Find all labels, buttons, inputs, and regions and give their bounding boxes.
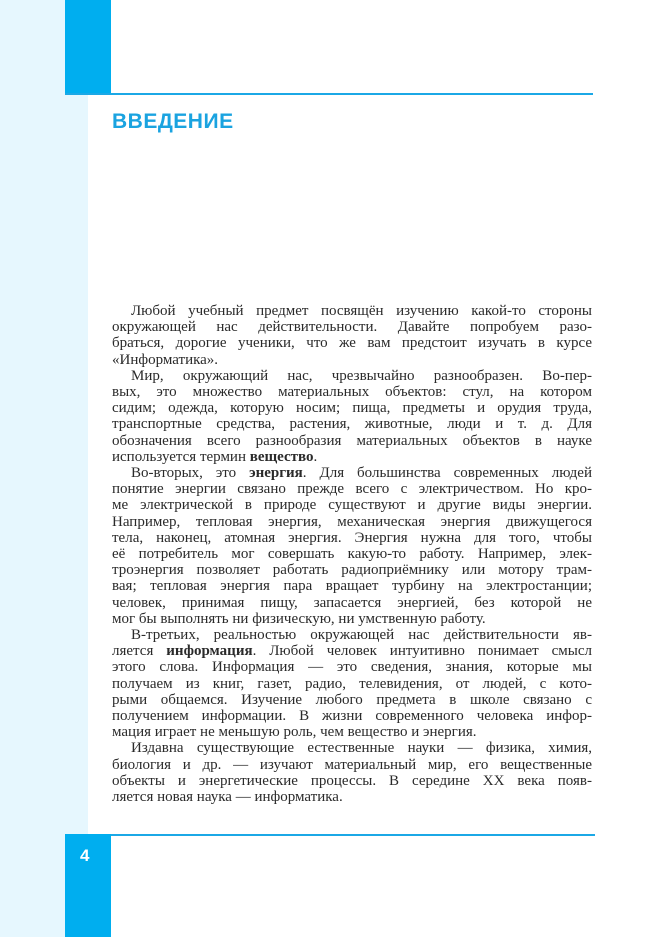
text-segment: В-третьих, реальностью окружающей нас действительности яв-: [131, 627, 592, 644]
text-line: [112, 562, 592, 578]
text-segment: ляется новая наука — информатика.: [112, 789, 343, 806]
text-segment: браться, дорогие ученики, что же вам предстоит изучать в курсе: [112, 335, 592, 352]
text-segment: Мир, окружающий нас, чрезвычайно разнообразен. Во-пер-: [131, 367, 592, 384]
text-line: [112, 659, 592, 675]
paragraph: [112, 368, 592, 465]
text-segment: Например, тепловая энергия, механическая энергия движущегося: [112, 513, 592, 530]
text-segment: человек, принимая пищу, запасается энергией, без которой не: [112, 594, 592, 611]
text-line: [112, 627, 592, 643]
top-rule: [65, 93, 593, 95]
text-segment: «Информатика».: [112, 351, 219, 368]
text-segment: мация играет не меньшую роль, чем вещество и энергия.: [112, 724, 477, 741]
text-line: [112, 757, 592, 773]
text-line: [112, 433, 592, 449]
text-segment: Издавна существующие естественные науки — физика, химия,: [131, 740, 592, 757]
text-segment: ме электрической в природе существуют и другие виды энергии.: [112, 497, 592, 514]
text-segment: .: [313, 448, 318, 465]
bold-term: информация: [166, 643, 253, 660]
text-segment: используется термин: [112, 448, 250, 465]
bold-term: энергия: [249, 465, 303, 482]
text-segment: Во-вторых, это: [131, 465, 250, 482]
text-line: [112, 724, 592, 740]
text-line: [112, 497, 592, 513]
text-segment: её потребитель мог совершать какую-то работу. Например, элек-: [112, 546, 592, 563]
page-title: ВВЕДЕНИЕ: [112, 110, 234, 133]
text-line: [112, 481, 592, 497]
text-segment: Любой учебный предмет посвящён изучению какой-то стороны: [131, 303, 592, 319]
text-segment: мог бы выполнять ни физическую, ни умственную работу.: [112, 610, 486, 627]
text-segment: окружающей нас действительности. Давайте попробуем разо-: [112, 319, 592, 336]
text-segment: транспортные средства, растения, животные, люди и т. д. Для: [112, 416, 592, 433]
text-segment: получаем из книг, газет, радио, телевидения, от людей, с кото-: [112, 675, 592, 692]
text-line: [112, 578, 592, 594]
text-line: [112, 740, 592, 756]
page-number: 4: [80, 846, 90, 865]
top-accent-block: [65, 0, 111, 95]
text-line: [112, 319, 592, 335]
paragraph: [112, 627, 592, 740]
text-segment: понятие энергии связано прежде всего с электричеством. Но кро-: [112, 481, 592, 498]
paragraph: [112, 465, 592, 627]
text-segment: объекты и энергетические процессы. В середине XX века появ-: [112, 772, 592, 789]
text-line: [112, 708, 592, 724]
text-line: [112, 546, 592, 562]
text-line: [112, 514, 592, 530]
text-segment: биология и др. — изучают материальный мир, его вещественные: [112, 756, 592, 773]
text-segment: обозначения всего разнообразия материальных объектов в науке: [112, 432, 592, 449]
text-segment: ляется: [112, 643, 167, 660]
paragraph: [112, 303, 592, 368]
text-line: [112, 368, 592, 384]
bold-term: вещество: [249, 448, 314, 465]
text-line: [112, 384, 592, 400]
text-line: [112, 595, 592, 611]
text-line: [112, 400, 592, 416]
text-segment: . Для большинства современных людей: [302, 465, 592, 482]
left-margin-strip: [0, 0, 88, 937]
body-text: [112, 303, 592, 805]
text-line: [112, 352, 592, 368]
text-line: [112, 449, 592, 465]
text-segment: этого слова. Информация — это сведения, знания, которые мы: [112, 659, 592, 676]
text-line: [112, 692, 592, 708]
text-line: [112, 643, 592, 659]
text-segment: тела, наконец, атомная энергия. Энергия нужна для того, чтобы: [112, 529, 592, 546]
text-line: [112, 303, 592, 319]
text-segment: вых, это множество материальных объектов: стул, на котором: [112, 384, 592, 401]
text-line: [112, 611, 592, 627]
text-line: [112, 530, 592, 546]
text-line: [112, 335, 592, 351]
text-line: [112, 789, 592, 805]
text-segment: троэнергия позволяет работать радиоприёмнику или мотору трам-: [112, 562, 592, 579]
bottom-rule: [65, 834, 595, 836]
text-line: [112, 676, 592, 692]
text-segment: сидим; одежда, которую носим; пища, предметы и орудия труда,: [112, 400, 592, 417]
text-line: [112, 416, 592, 432]
text-segment: . Любой человек интуитивно понимает смысл: [252, 643, 593, 660]
text-line: [112, 465, 592, 481]
text-segment: вая; тепловая энергия пара вращает турбину на электростанции;: [112, 578, 592, 595]
text-line: [112, 773, 592, 789]
text-segment: рыми общаемся. Изучение любого предмета в школе связано с: [112, 691, 592, 708]
paragraph: [112, 740, 592, 805]
text-segment: получением информации. В жизни современного человека инфор-: [112, 708, 592, 725]
